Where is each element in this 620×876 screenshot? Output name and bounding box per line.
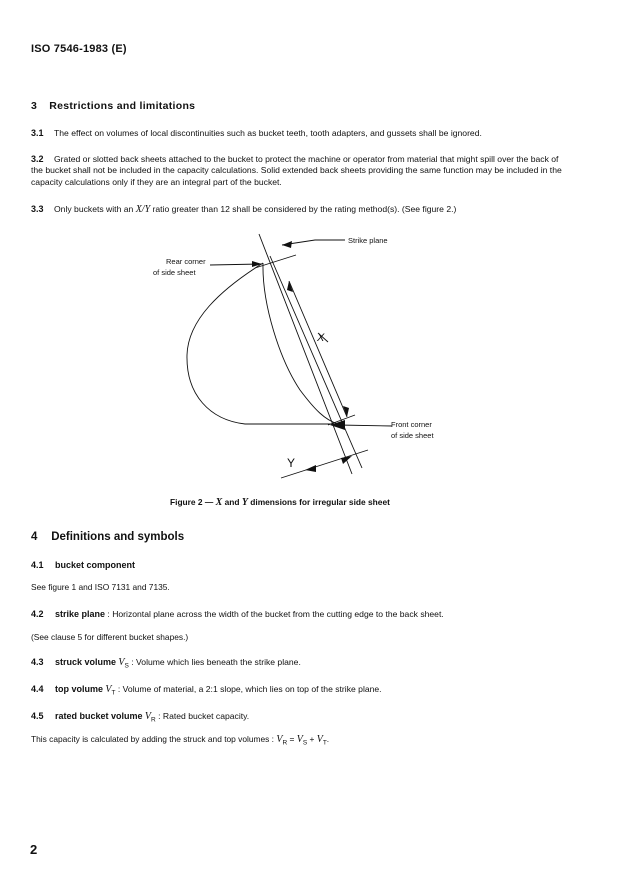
clause-text: Only buckets with an (54, 204, 136, 214)
caption-prefix: Figure 2 — (170, 497, 216, 507)
definition-term: bucket component (55, 560, 136, 570)
definition-term: top volume (55, 684, 104, 694)
document-header: ISO 7546-1983 (E) (31, 43, 127, 55)
symbol-vt-sub: T (322, 739, 327, 747)
symbol-vr-sub: R (282, 739, 288, 747)
strike-plane-line (259, 234, 352, 474)
section-title: Restrictions and limitations (49, 100, 196, 112)
symbol-vs-sub: S (302, 739, 308, 747)
caption-y-symbol: Y (241, 497, 248, 508)
side-sheet-front-curve (263, 263, 338, 424)
definition-text: : Volume which lies beneath the strike plane. (128, 657, 301, 667)
label-strike-plane: Strike plane (348, 236, 388, 245)
label-x-dimension: X (317, 332, 325, 344)
x-extent-line (289, 281, 347, 417)
section-number: 4 (31, 531, 38, 543)
label-y-dimension: Y (287, 456, 296, 470)
section-4-heading (31, 531, 184, 543)
arrow-y-right (341, 456, 352, 464)
arrow-y-left (305, 465, 316, 472)
clause-text: The effect on volumes of local discontinuities such as bucket teeth, tooth adapters, and gussets shall be ignored. (54, 128, 482, 138)
definition-4-4 (31, 684, 571, 699)
symbol-subscript: S (124, 662, 129, 670)
definition-text: : Horizontal plane across the width of the bucket from the cutting edge to the back sheet. (105, 609, 444, 619)
clause-text: Grated or slotted back sheets attached to the bucket to protect the machine or operator from material that might spill over the back of the bucket shall not be included in the capacity calculations. Solid extended back sheets providing the same function may be included in the capacity calculations only if they are an integral part of the bucket. (31, 154, 562, 187)
arrow-strike-plane (282, 241, 292, 248)
symbol-vr: V (276, 734, 283, 745)
definition-number: 4.2 (31, 609, 44, 619)
definition-term: rated bucket volume (55, 711, 143, 721)
symbol-v: V (105, 684, 112, 695)
definition-term: strike plane (55, 609, 106, 619)
clause-number: 3.3 (31, 204, 44, 214)
rear-perpendicular (255, 255, 296, 268)
symbol-v: V (144, 711, 152, 722)
definition-4-2 (31, 609, 571, 620)
label-front-corner-1: Front corner (391, 420, 432, 429)
caption-and: and (222, 497, 242, 507)
definition-number: 4.4 (31, 684, 44, 694)
symbol-vs: V (296, 734, 303, 745)
definition-text: : Volume of material, a 2:1 slope, which lies on top of the strike plane. (115, 684, 382, 694)
definition-4-3 (31, 657, 571, 672)
symbol-v: V (118, 657, 125, 668)
formula-equals: = (287, 734, 297, 744)
symbol-subscript: R (151, 716, 156, 724)
definition-number: 4.5 (31, 711, 44, 721)
definition-4-1-note: See figure 1 and ISO 7131 and 7135. (31, 582, 170, 592)
definition-text: : Rated bucket capacity. (155, 711, 250, 721)
formula-plus: + (307, 734, 317, 744)
definition-number: 4.3 (31, 657, 44, 667)
clause-text-cont: ratio greater than 12 shall be considered by the rating method(s). (See figure 2.) (150, 204, 457, 214)
section-number: 3 (31, 100, 38, 112)
definition-4-2-note: (See clause 5 for different bucket shapes.) (31, 632, 189, 642)
clause-number: 3.1 (31, 128, 44, 138)
formula-intro: This capacity is calculated by adding the struck and top volumes : (31, 734, 277, 744)
ratio-symbol: X/Y (135, 204, 151, 215)
label-front-corner-2: of side sheet (391, 431, 434, 440)
x-dimension-line (270, 256, 362, 468)
caption-suffix: dimensions for irregular side sheet (247, 497, 390, 507)
definition-term: struck volume (55, 657, 117, 667)
definition-4-5 (31, 711, 571, 726)
symbol-subscript: T (111, 689, 116, 697)
definition-number: 4.1 (31, 560, 44, 570)
front-corner-leader (338, 425, 392, 426)
page-number: 2 (30, 842, 38, 857)
figure-caption (170, 497, 390, 508)
symbol-vt: V (316, 734, 323, 745)
clause-number: 3.2 (31, 154, 44, 164)
label-rear-corner-2: of side sheet (153, 268, 196, 277)
formula-end: . (326, 734, 330, 744)
definition-4-1 (31, 560, 571, 571)
label-rear-corner-1: Rear corner (166, 257, 206, 266)
caption-x-symbol: X (215, 497, 223, 508)
section-title: Definitions and symbols (51, 531, 185, 543)
capacity-formula (31, 734, 571, 749)
